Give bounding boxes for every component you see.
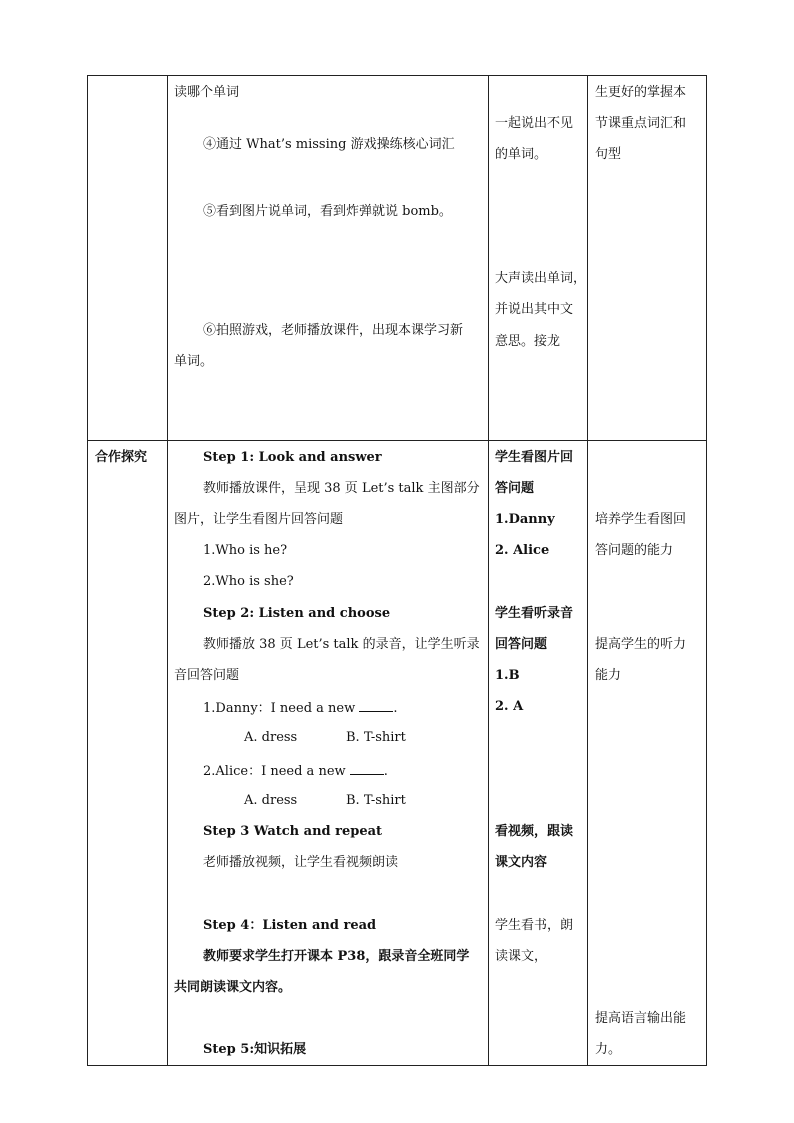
step-title: Step 1: Look and answer	[203, 450, 382, 465]
student-answer: 2. A	[495, 699, 524, 714]
student-activity-line: 读课文，	[495, 949, 548, 964]
student-activity-line: 答问题	[495, 481, 535, 496]
purpose-line: 答问题的能力	[595, 543, 674, 558]
question-line: 2.Who is she?	[203, 574, 294, 589]
purpose-line: 提高学生的听力	[595, 637, 687, 652]
student-activity-line: 学生看书，朗	[495, 918, 574, 933]
column-divider-2	[488, 75, 489, 1066]
student-activity-line: 课文内容	[495, 855, 548, 870]
row1-purpose-line: 生更好的掌握本	[595, 85, 687, 100]
table-right-border	[706, 75, 707, 1066]
step-description: 教师播放 38 页 Let’s talk 的录音，让学生听录	[203, 637, 480, 652]
step-title: Step 5:知识拓展	[203, 1042, 307, 1057]
option-b: B. T-shirt	[346, 793, 406, 808]
student-activity-line: 看视频，跟读	[495, 824, 574, 839]
step-description: 教师播放课件，呈现 38 页 Let’s talk 主图部分	[203, 481, 480, 496]
question-line: 1.Who is he?	[203, 543, 288, 558]
row1-student-line: 意思。接龙	[495, 334, 561, 349]
question-text: 2.Alice：I need a new	[203, 764, 346, 779]
student-answer: 2. Alice	[495, 543, 550, 558]
question-end: .	[383, 764, 388, 779]
purpose-line: 能力	[595, 668, 622, 683]
column-divider-1	[167, 75, 168, 1066]
table-bottom-border	[87, 1065, 707, 1066]
row1-process-line: 单词。	[174, 354, 214, 369]
student-answer: 1.Danny	[495, 512, 555, 527]
table-left-border	[87, 75, 88, 1066]
question-line	[203, 699, 398, 717]
option-a: A. dress	[244, 793, 298, 808]
step-title: Step 4：Listen and read	[203, 918, 377, 933]
row1-process-line: ⑤看到图片说单词，看到炸弹就说 bomb。	[203, 204, 452, 219]
row1-process-line: 读哪个单词	[174, 85, 240, 100]
question-end: .	[393, 701, 398, 716]
step-title: Step 2: Listen and choose	[203, 606, 391, 621]
row1-process-line: ⑥拍照游戏，老师播放课件，出现本课学习新	[203, 323, 464, 338]
student-activity-line: 回答问题	[495, 637, 548, 652]
column-divider-3	[587, 75, 588, 1066]
step-title: Step 3 Watch and repeat	[203, 824, 383, 839]
table-top-border	[87, 75, 707, 76]
row1-student-line: 并说出其中文	[495, 302, 574, 317]
step-description: 老师播放视频，让学生看视频朗读	[203, 855, 399, 870]
step-description: 教师要求学生打开课本 P38，跟录音全班同学	[203, 949, 470, 964]
row1-student-line: 的单词。	[495, 147, 548, 162]
answer-blank	[359, 699, 393, 712]
row1-purpose-line: 句型	[595, 147, 622, 162]
question-line	[203, 762, 388, 780]
student-activity-line: 学生看听录音	[495, 606, 574, 621]
step-description: 音回答问题	[174, 668, 240, 683]
row1-student-line: 一起说出不见	[495, 116, 574, 131]
row1-process-line: ④通过 What’s missing 游戏操练核心词汇	[203, 137, 455, 152]
purpose-line: 提高语言输出能	[595, 1011, 687, 1026]
step-description: 共同朗读课文内容。	[174, 980, 292, 995]
row1-student-line: 大声读出单词，	[495, 271, 587, 286]
purpose-line: 力。	[595, 1042, 622, 1057]
row1-purpose-line: 节课重点词汇和	[595, 116, 687, 131]
answer-blank	[350, 762, 384, 775]
student-activity-line: 学生看图片回	[495, 450, 574, 465]
option-a: A. dress	[244, 730, 298, 745]
student-answer: 1.B	[495, 668, 520, 683]
option-b: B. T-shirt	[346, 730, 406, 745]
purpose-line: 培养学生看图回	[595, 512, 687, 527]
step-description: 图片，让学生看图片回答问题	[174, 512, 344, 527]
stage-label: 合作探究	[95, 450, 148, 465]
question-text: 1.Danny：I need a new	[203, 701, 356, 716]
row-divider	[87, 440, 707, 441]
